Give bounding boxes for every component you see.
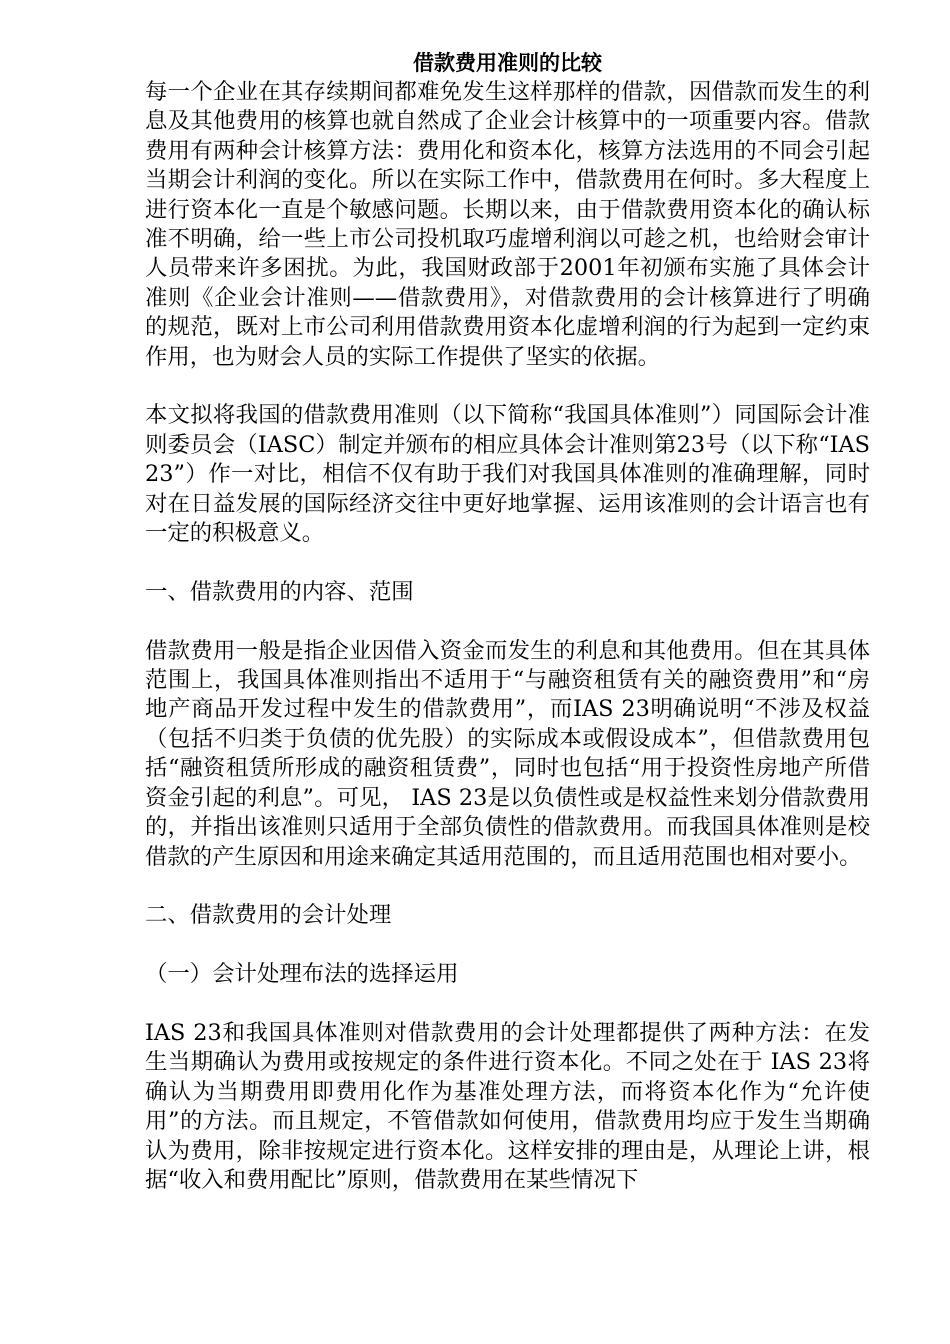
paragraph-spacer: [145, 872, 870, 901]
paragraph-scope: 借款费用一般是指企业因借入资金而发生的利息和其他费用。但在其具体范围上，我国具体准则指出不适用于“与融资租赁有关的融资费用”和“房地产商品开发过程中发生的借款费用”，而IAS 23明确说明“不涉及权益（包括不归类于负债的优先股）的实际成本或假设成本”，但借款费用包括“融资租赁所形成的融资租赁费”，同时也包括“用于投资性房地产所借资金引起的利息”。可见， IAS 23是以负债性或是权益性来划分借款费用的，并指出该准则只适用于全部负债性的借款费用。而我国具体准则是校借款的产生原因和用途来确定其适用范围的，而且适用范围也相对要小。: [145, 637, 870, 870]
paragraph-methods: IAS 23和我国具体准则对借款费用的会计处理都提供了两种方法：在发生当期确认为费用或按规定的条件进行资本化。不同之处在于 IAS 23将确认为当期费用即费用化作为基准处理方法，而将资本化作为“允许使用”的方法。而且规定，不管借款如何使用，借款费用均应于发生当期确认为费用，除非按规定进行资本化。这样安排的理由是，从理论上讲，根据“收入和费用配比”原则，借款费用在某些情况下: [145, 1019, 870, 1193]
paragraph-spacer: [145, 990, 870, 1019]
paragraph-spacer: [145, 931, 870, 960]
section-heading-1: 一、借款费用的内容、范围: [145, 578, 414, 605]
paragraph-spacer: [145, 372, 870, 401]
document-title: 借款费用准则的比较: [413, 51, 602, 75]
paragraph-intro: 每一个企业在其存续期间都难免发生这样那样的借款，因借款而发生的利息及其他费用的核算也就自然成了企业会计核算中的一项重要内容。借款费用有两种会计核算方法：费用化和资本化，核算方法选用的不同会引起当期会计利润的变化。所以在实际工作中，借款费用在何时。多大程度上进行资本化一直是个敏感问题。长期以来，由于借款费用资本化的确认标准不明确，给一些上市公司投机取巧虚增利润以可趁之机，也给财会审计人员带来许多困扰。为此，我国财政部于2001年初颁布实施了具体会计准则《企业会计准则——借款费用》，对借款费用的会计核算进行了明确的规范，既对上市公司利用借款费用资本化虚增利润的行为起到一定约束作用，也为财会人员的实际工作提供了坚实的依据。: [145, 79, 870, 370]
paragraph-spacer: [145, 607, 870, 636]
paragraph-spacer: [145, 548, 870, 577]
subsection-heading-1: （一）会计处理布法的选择运用: [145, 961, 459, 988]
document-page: [145, 48, 870, 1195]
section-heading-2: 二、借款费用的会计处理: [145, 902, 392, 929]
paragraph-purpose: 本文拟将我国的借款费用准则（以下简称“我国具体准则”）同国际会计准则委员会（IASC）制定并颁布的相应具体会计准则第23号（以下称“IAS 23”）作一对比，相信不仅有助于我们对我国具体准则的准确理解，同时对在日益发展的国际经济交往中更好地掌握、运用该准则的会计语言也有一定的积极意义。: [145, 402, 870, 547]
